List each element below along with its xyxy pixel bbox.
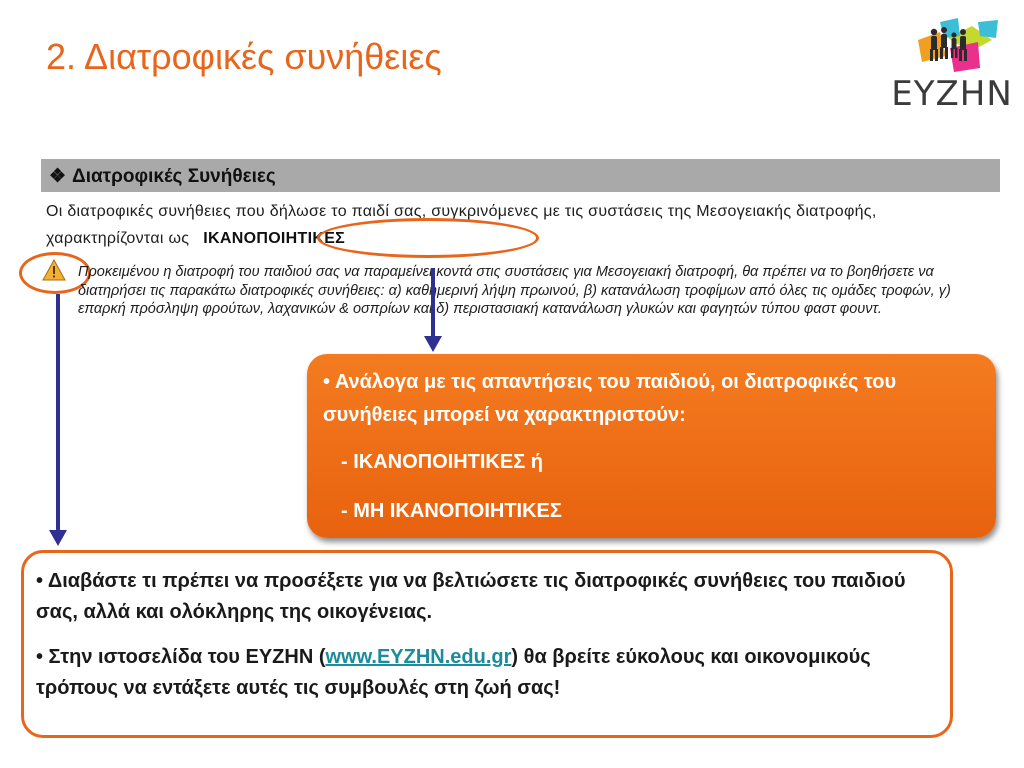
rating-info-box [307,354,996,538]
section-header [41,159,1000,192]
tip-website [36,642,936,704]
diamond-bullet-icon: ❖ [49,166,67,187]
tip-website-after: ) θα βρείτε εύκολους και οικονομικούς τρόπους να εντάξετε αυτές τις συμβουλές στη ζωή σας! [36,646,871,699]
logo-graphic [888,18,1016,78]
eyzhn-logo [888,18,1016,114]
rating-option-unsatisfactory: - ΜΗ ΙΚΑΝΟΠΟΙΗΤΙΚΕΣ [341,500,562,522]
tips-box [21,550,953,738]
status-highlight-ring [317,218,539,258]
arrow-head-tips [49,530,67,546]
tip-read-advice: • Διαβάστε τι πρέπει να προσέξετε για να βελτιώσετε τις διατροφικές συνήθειες του παιδιού σας, αλλά και ολόκληρης της οικογένειας. [36,570,906,623]
advice-text: Προκειμένου η διατροφή του παιδιού σας να παραμείνει κοντά στις συστάσεις για Μεσογειακή διατροφή, θα πρέπει να το βοηθήσετε να διατηρήσει τις παρακάτω διατροφικές συνήθειες: α) καθημερινή λήψη πρωινού, β) κατανάλωση τροφίμων από όλες τις ομάδες τροφών, γ) επαρκή πρόσληψη φρούτων, λαχανικών & οσπρίων και δ) περιστασιακή κατανάλωση γλυκών και φαγητών τύπου φαστ φουντ. [78,264,951,317]
tip-website-before: • Στην ιστοσελίδα του ΕΥΖΗΝ ( [36,646,326,668]
description-text: Οι διατροφικές συνήθειες που δήλωσε το παιδί σας, συγκρινόμενες με τις συστάσεις της Μεσογειακής διατροφής, χαρακτηρίζονται ως [46,203,877,247]
arrow-head-rating [424,336,442,352]
rating-option-satisfactory: - ΙΚΑΝΟΠΟΙΗΤΙΚΕΣ ή [341,451,543,473]
rating-intro: • Ανάλογα με τις απαντήσεις του παιδιού, οι διατροφικές του συνήθειες μπορεί να χαρακτηριστούν: [323,371,897,426]
logo-text: ΕΥΖΗΝ [891,74,1013,114]
slide-title: 2. Διατροφικές συνήθειες [46,36,442,77]
eyzhn-website-link[interactable]: www.EYZHN.edu.gr [325,646,512,668]
status-label: ΙΚΑΝΟΠΟΙΗΤΙΚΕΣ [203,230,346,247]
section-title: Διατροφικές Συνήθειες [72,166,276,187]
